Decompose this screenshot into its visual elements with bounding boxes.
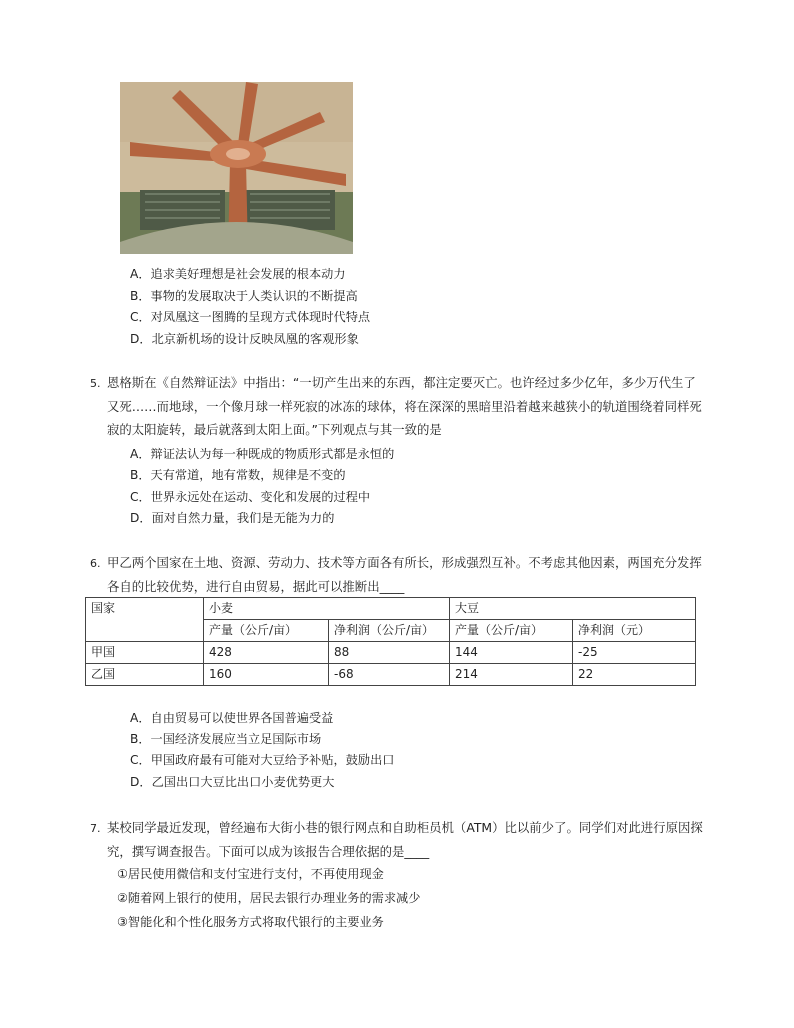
table-header-wheat-profit: 净利润（公斤/亩） xyxy=(329,620,450,642)
table-cell: 144 xyxy=(450,642,573,664)
q5-stem: 恩格斯在《自然辩证法》中指出：“一切产生出来的东西，都注定要灭亡。也许经过多少亿年，多少万代生了又死……而地球，一个像月球一样死寂的冰冻的球体，将在深深的黑暗里沿着越来越狭小的轨道围绕着同样死寂的太阳旋转，最后就落到太阳上面。”下列观点与其一致的是 xyxy=(107,375,702,437)
q7-item-1[interactable]: ①居民使用微信和支付宝进行支付，不再使用现金 xyxy=(117,867,384,881)
q6-option-c[interactable]: C．甲国政府最有可能对大豆给予补贴，鼓励出口 xyxy=(130,753,395,767)
airport-illustration xyxy=(120,82,353,254)
q4-option-c[interactable]: C．对凤凰这一图腾的呈现方式体现时代特点 xyxy=(130,310,371,324)
q6-table xyxy=(85,597,696,686)
q4-option-a[interactable]: A．追求美好理想是社会发展的根本动力 xyxy=(130,267,346,281)
table-cell: 160 xyxy=(204,664,329,686)
table-row xyxy=(86,642,696,664)
table-header-soy: 大豆 xyxy=(450,598,696,620)
table-header-wheat: 小麦 xyxy=(204,598,450,620)
q5-stem-block xyxy=(90,371,707,441)
table-cell: -68 xyxy=(329,664,450,686)
q6-option-a[interactable]: A．自由贸易可以使世界各国普遍受益 xyxy=(130,711,334,725)
q5-option-d[interactable]: D．面对自然力量，我们是无能为力的 xyxy=(130,511,335,525)
airport-photo xyxy=(120,82,353,254)
table-cell: -25 xyxy=(573,642,696,664)
table-cell: 428 xyxy=(204,642,329,664)
table-cell-country: 乙国 xyxy=(86,664,204,686)
q6-stem-block xyxy=(90,551,707,598)
q5-option-c[interactable]: C．世界永远处在运动、变化和发展的过程中 xyxy=(130,490,371,504)
table-header-wheat-output: 产量（公斤/亩） xyxy=(204,620,329,642)
q4-option-b[interactable]: B．事物的发展取决于人类认识的不断提高 xyxy=(130,289,358,303)
q6-stem: 甲乙两个国家在土地、资源、劳动力、技术等方面各有所长，形成强烈互补。不考虑其他因素，两国充分发挥各自的比较优势，进行自由贸易，据此可以推断出____ xyxy=(107,555,702,594)
q6-number: 6. xyxy=(90,557,101,570)
q6-option-d[interactable]: D．乙国出口大豆比出口小麦优势更大 xyxy=(130,775,335,789)
q5-option-b[interactable]: B．天有常道，地有常数，规律是不变的 xyxy=(130,468,346,482)
table-cell: 22 xyxy=(573,664,696,686)
q7-stem-block xyxy=(90,816,707,863)
q7-stem: 某校同学最近发现，曾经遍布大街小巷的银行网点和自助柜员机（ATM）比以前少了。同学们对此进行原因探究，撰写调查报告。下面可以成为该报告合理依据的是____ xyxy=(107,820,703,859)
q4-option-d[interactable]: D．北京新机场的设计反映凤凰的客观形象 xyxy=(130,332,359,346)
table-cell-country: 甲国 xyxy=(86,642,204,664)
q7-item-2[interactable]: ②随着网上银行的使用，居民去银行办理业务的需求减少 xyxy=(117,891,421,905)
table-cell: 88 xyxy=(329,642,450,664)
q7-item-3[interactable]: ③智能化和个性化服务方式将取代银行的主要业务 xyxy=(117,915,384,929)
q7-number: 7. xyxy=(90,822,101,835)
q6-option-b[interactable]: B．一国经济发展应当立足国际市场 xyxy=(130,732,322,746)
table-header-country: 国家 xyxy=(86,598,204,642)
q5-number: 5. xyxy=(90,377,101,390)
table-row xyxy=(86,664,696,686)
table-cell: 214 xyxy=(450,664,573,686)
q5-option-a[interactable]: A．辩证法认为每一种既成的物质形式都是永恒的 xyxy=(130,447,395,461)
table-header-soy-profit: 净利润（元） xyxy=(573,620,696,642)
table-header-soy-output: 产量（公斤/亩） xyxy=(450,620,573,642)
